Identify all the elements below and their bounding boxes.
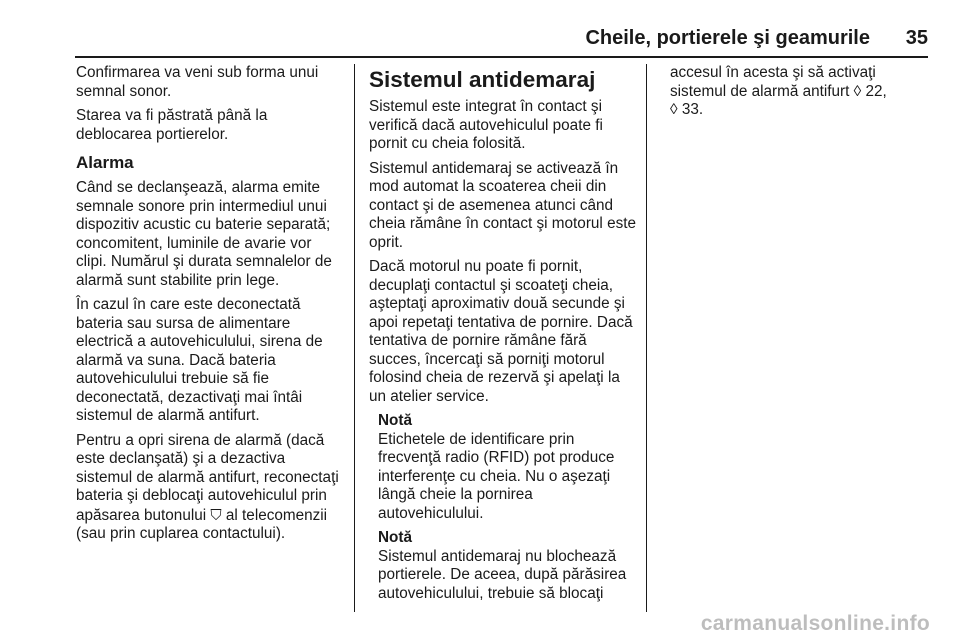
- header-title: Cheile, portierele şi geamurile: [585, 27, 870, 49]
- section-heading-immobilizer: Sistemul antidemaraj: [369, 67, 596, 92]
- paragraph: Sistemul este integrat în contact şi verifică dacă autovehiculul poate fi pornit cu cheia folosită.: [369, 98, 603, 152]
- note-title: Notă: [378, 412, 412, 429]
- page-reference-link[interactable]: 33.: [681, 101, 704, 118]
- paragraph: Sistemul antidemaraj se activează în mod automat la scoaterea cheii din contact şi de asemenea atunci când cheia rămâne în contact şi motorul este oprit.: [369, 159, 636, 251]
- reference-arrow-icon: ◊: [670, 101, 678, 118]
- section-heading-alarm: Alarma: [76, 153, 134, 172]
- column-1: [76, 64, 344, 550]
- paragraph-text: al telecomenzii (sau prin cuplarea contactului).: [76, 506, 328, 542]
- paragraph: [670, 64, 928, 120]
- paragraph: Dacă motorul nu poate fi pornit, decuplaţi contactul şi scoateţi cheia, aşteptaţi aproximativ două secunde şi apoi repetaţi tentativa de pornire. Dacă tentativa de pornire rămâne fără succes, încercaţi să porniţi motorul folosind cheia de rezervă şi apelaţi la un atelier service.: [369, 258, 633, 405]
- page-number: 35: [905, 27, 928, 49]
- paragraph: În cazul în care este deconectată bateria sau sursa de alimentare electrică a autovehiculului, sirena de alarmă va suna. Dacă bateria autovehiculului trebuie să fie deconectată, dezactivaţi mai întâi sistemul de alarmă antifurt.: [76, 296, 323, 424]
- watermark: carmanualsonline.info: [700, 612, 930, 635]
- note-text: Sistemul antidemaraj nu blochează portierele. De aceea, după părăsirea autovehiculului, trebuie să blocaţi: [378, 547, 627, 602]
- paragraph: Când se declanşează, alarma emite semnale sonore prin intermediul unui dispozitiv acustic cu baterie separată; concomitent, luminile de avarie vor clipi. Numărul şi durata semnalelor de alarmă sunt stabilite prin lege.: [76, 179, 332, 289]
- note-block: [369, 412, 639, 603]
- paragraph-text: Pentru a opri sirena de alarmă (dacă este declanşată) şi a dezactiva sistemul de alarmă antifurt, reconectaţi bateria şi deblocaţi autovehiculul prin apăsarea butonului: [76, 431, 339, 524]
- reference-arrow-icon: ◊: [853, 82, 862, 100]
- column-divider-2: [646, 64, 647, 612]
- column-divider-1: [354, 64, 355, 612]
- unlock-icon: ⛉: [210, 505, 222, 524]
- paragraph: Starea va fi păstrată până la deblocarea portierelor.: [76, 107, 268, 143]
- note-text: Etichetele de identificare prin frecvenţă radio (RFID) pot produce interferenţe cu cheia. Nu o aşezaţi lângă cheie la pornirea autovehiculului.: [378, 430, 615, 522]
- paragraph: Confirmarea va veni sub forma unui semnal sonor.: [76, 64, 319, 100]
- paragraph: [76, 432, 344, 544]
- column-3: [670, 64, 928, 126]
- page-reference-link[interactable]: 22,: [865, 82, 887, 100]
- header-rule: [75, 56, 928, 58]
- column-2: [369, 64, 639, 609]
- paragraph-text: accesul în acesta şi să activaţi sistemul de alarmă antifurt: [670, 64, 876, 100]
- note-title: Notă: [378, 529, 412, 546]
